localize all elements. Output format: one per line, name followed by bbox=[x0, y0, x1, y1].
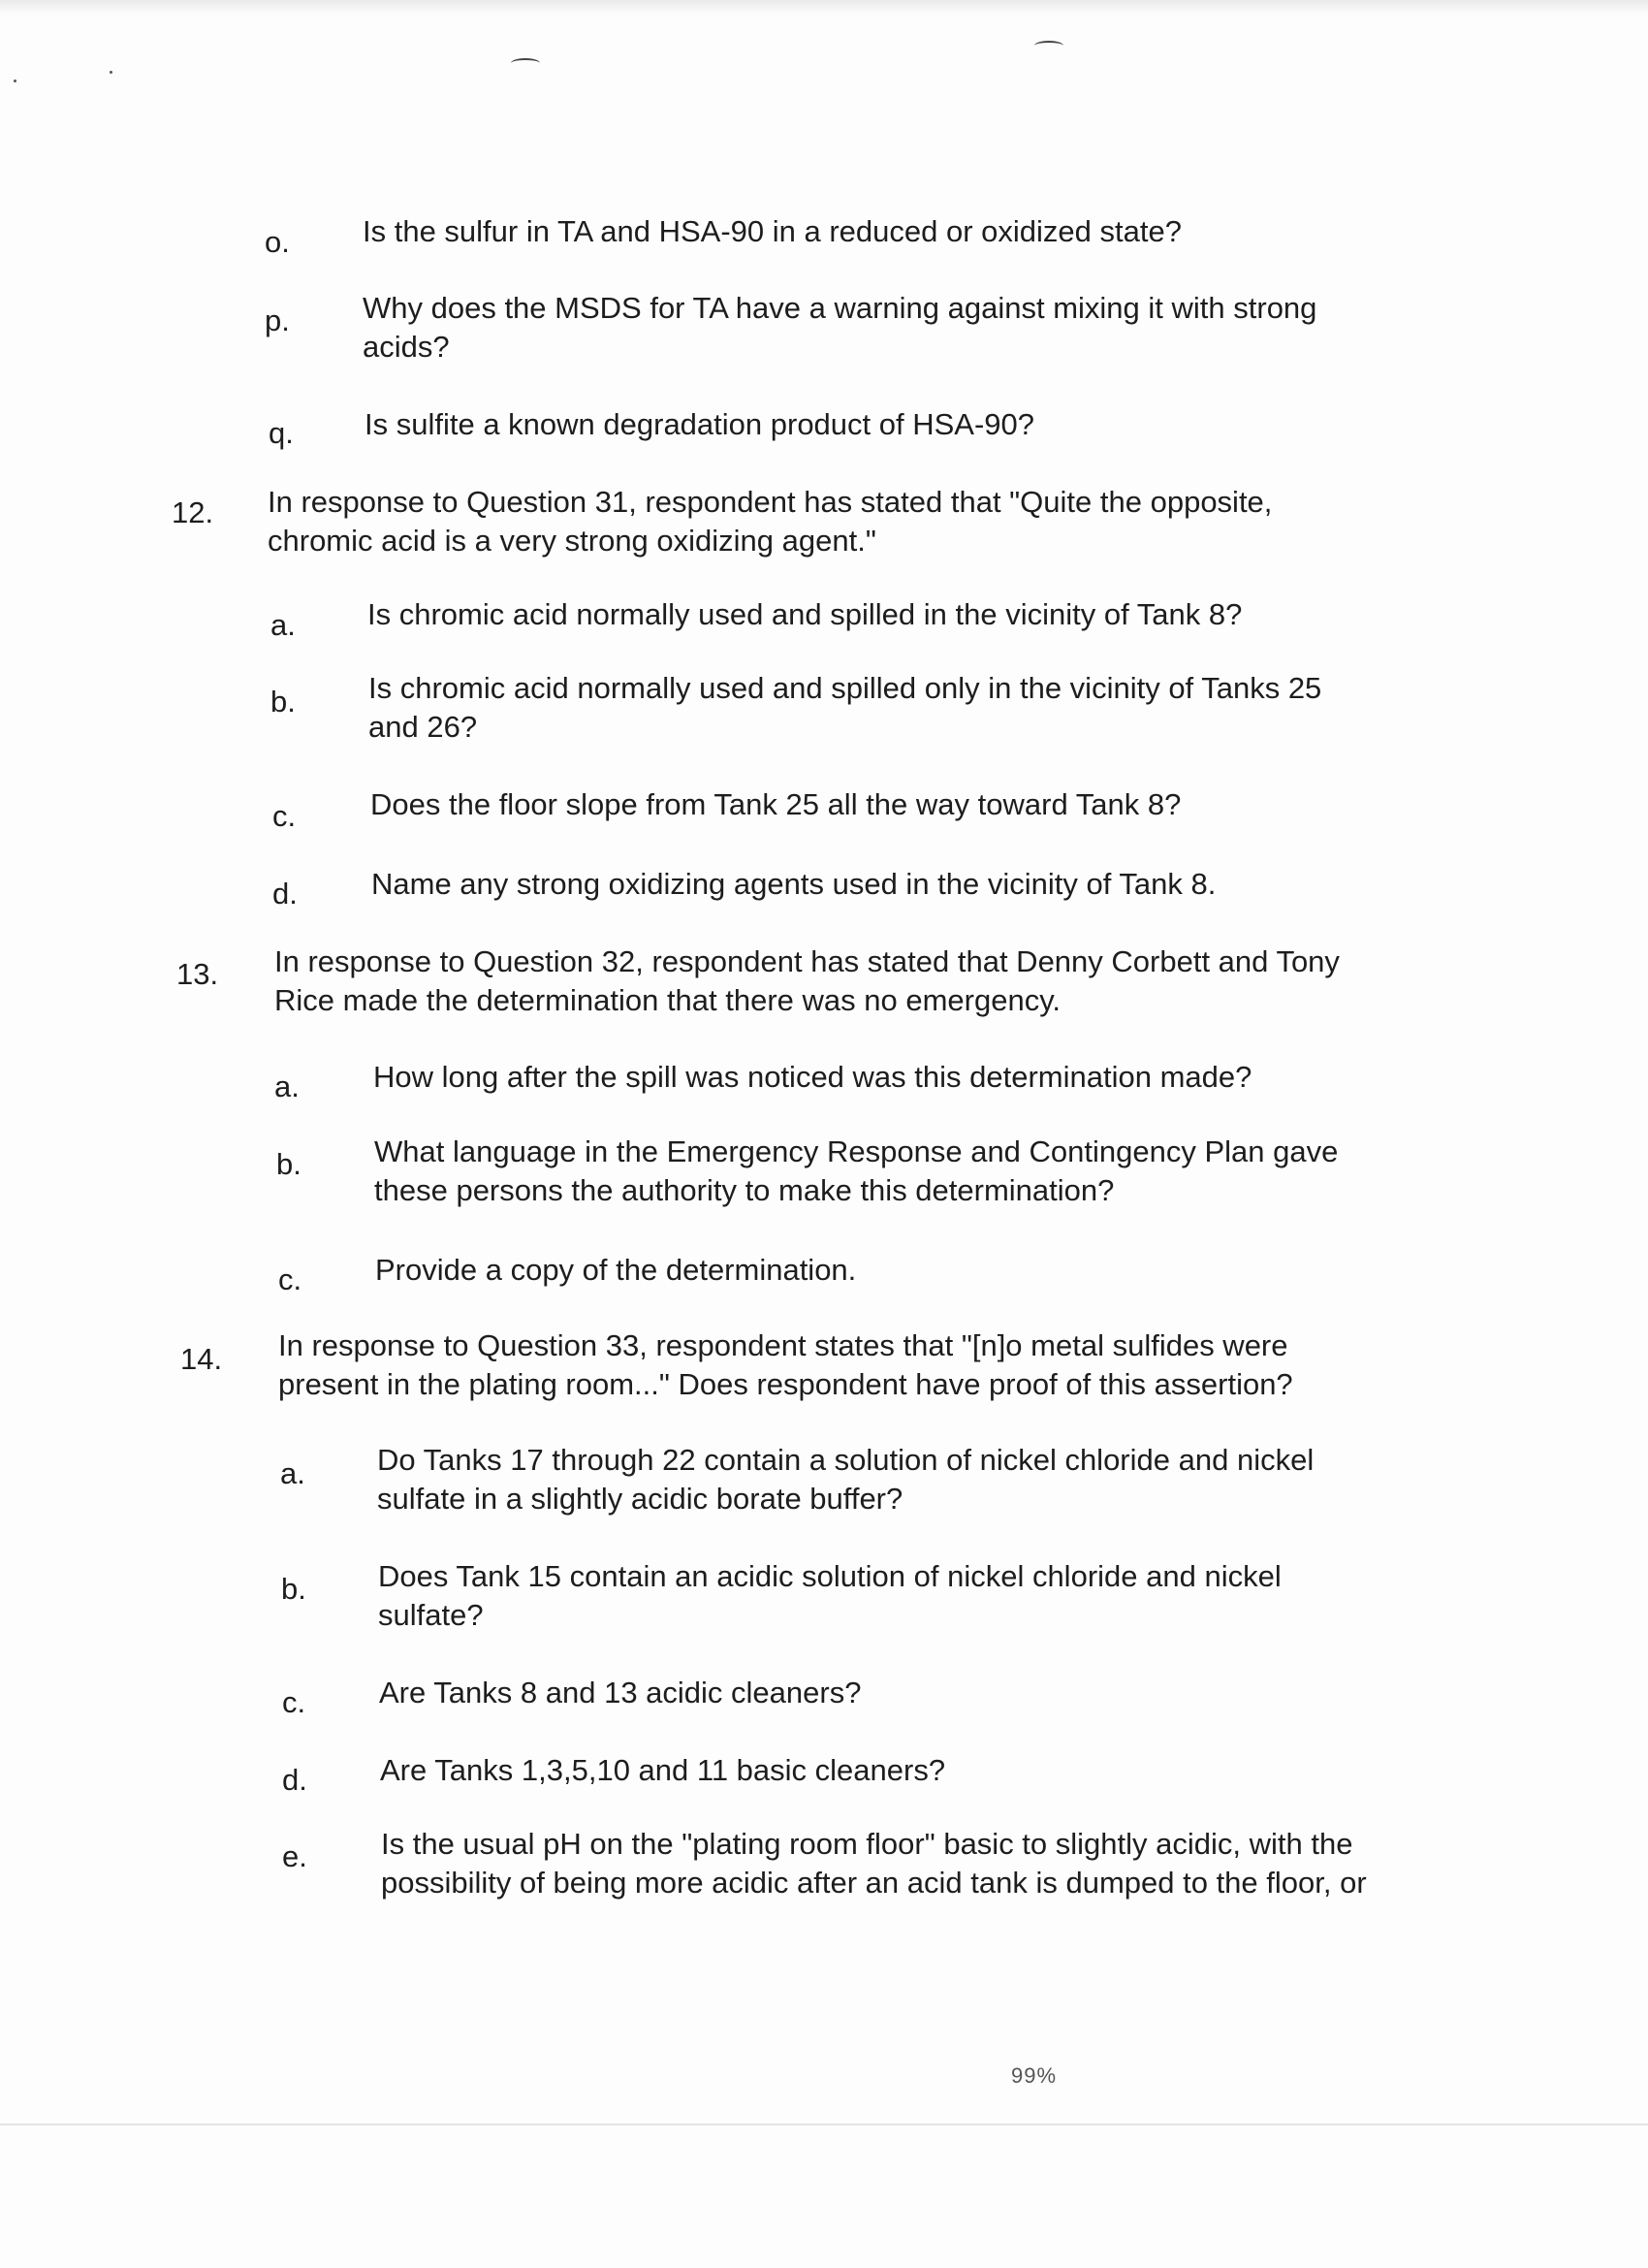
item-text: In response to Question 31, respondent has stated that "Quite the opposite, chromic acid is a very strong oxidizing agent." bbox=[268, 485, 1273, 558]
page-edge-line bbox=[0, 2124, 1648, 2125]
item-marker: p. bbox=[265, 303, 290, 337]
item-marker: 13. bbox=[176, 957, 219, 991]
item-text: Provide a copy of the determination. bbox=[375, 1253, 857, 1287]
item-marker: a. bbox=[270, 608, 296, 642]
item-text: Does the floor slope from Tank 25 all the way toward Tank 8? bbox=[370, 787, 1182, 821]
item-text: Is chromic acid normally used and spilled only in the vicinity of Tanks 25 and 26? bbox=[368, 671, 1322, 744]
item-text: Is sulfite a known degradation product of HSA-90? bbox=[364, 407, 1035, 441]
scan-artifact bbox=[14, 80, 16, 82]
item-text: Why does the MSDS for TA have a warning against mixing it with strong acids? bbox=[363, 291, 1317, 364]
item-marker: d. bbox=[272, 877, 298, 910]
item-text: In response to Question 33, respondent states that "[n]o metal sulfides were present in the plating room..." Does respondent have proof of this assertion? bbox=[278, 1328, 1293, 1401]
item-marker: 12. bbox=[172, 495, 214, 529]
item-text: Are Tanks 8 and 13 acidic cleaners? bbox=[379, 1676, 862, 1709]
item-marker: b. bbox=[281, 1572, 306, 1606]
item-text: How long after the spill was noticed was this determination made? bbox=[373, 1060, 1252, 1094]
scan-artifact bbox=[110, 71, 112, 74]
item-text: Is the sulfur in TA and HSA-90 in a reduced or oxidized state? bbox=[363, 214, 1182, 248]
item-marker: c. bbox=[282, 1685, 306, 1719]
item-marker: o. bbox=[265, 225, 290, 259]
item-marker: a. bbox=[274, 1070, 300, 1103]
item-text: In response to Question 32, respondent has stated that Denny Corbett and Tony Rice made the determination that there was no emergency. bbox=[274, 944, 1340, 1017]
item-marker: c. bbox=[278, 1262, 302, 1296]
item-text: Do Tanks 17 through 22 contain a solution of nickel chloride and nickel sulfate in a slightly acidic borate buffer? bbox=[377, 1443, 1315, 1516]
scan-shadow bbox=[0, 0, 1648, 14]
item-text: Is chromic acid normally used and spilled in the vicinity of Tank 8? bbox=[367, 597, 1243, 631]
item-marker: c. bbox=[272, 799, 297, 833]
item-marker: a. bbox=[280, 1456, 305, 1490]
scan-percentage-mark: 99% bbox=[1011, 2063, 1058, 2088]
item-text: Name any strong oxidizing agents used in the vicinity of Tank 8. bbox=[371, 867, 1217, 901]
item-marker: b. bbox=[270, 685, 296, 719]
scan-artifact bbox=[511, 58, 540, 68]
item-marker: e. bbox=[282, 1839, 307, 1873]
item-text: What language in the Emergency Response and Contingency Plan gave these persons the authority to make this determination? bbox=[374, 1134, 1339, 1207]
item-marker: b. bbox=[276, 1147, 301, 1181]
item-text: Are Tanks 1,3,5,10 and 11 basic cleaners? bbox=[380, 1753, 946, 1787]
item-marker: 14. bbox=[180, 1342, 223, 1376]
item-marker: q. bbox=[269, 416, 294, 450]
item-marker: d. bbox=[282, 1763, 307, 1797]
item-text: Does Tank 15 contain an acidic solution of nickel chloride and nickel sulfate? bbox=[378, 1559, 1282, 1632]
scan-artifact bbox=[1034, 41, 1063, 50]
item-text: Is the usual pH on the "plating room floor" basic to slightly acidic, with the possibility of being more acidic after an acid tank is dumped to the floor, or bbox=[381, 1827, 1367, 1900]
